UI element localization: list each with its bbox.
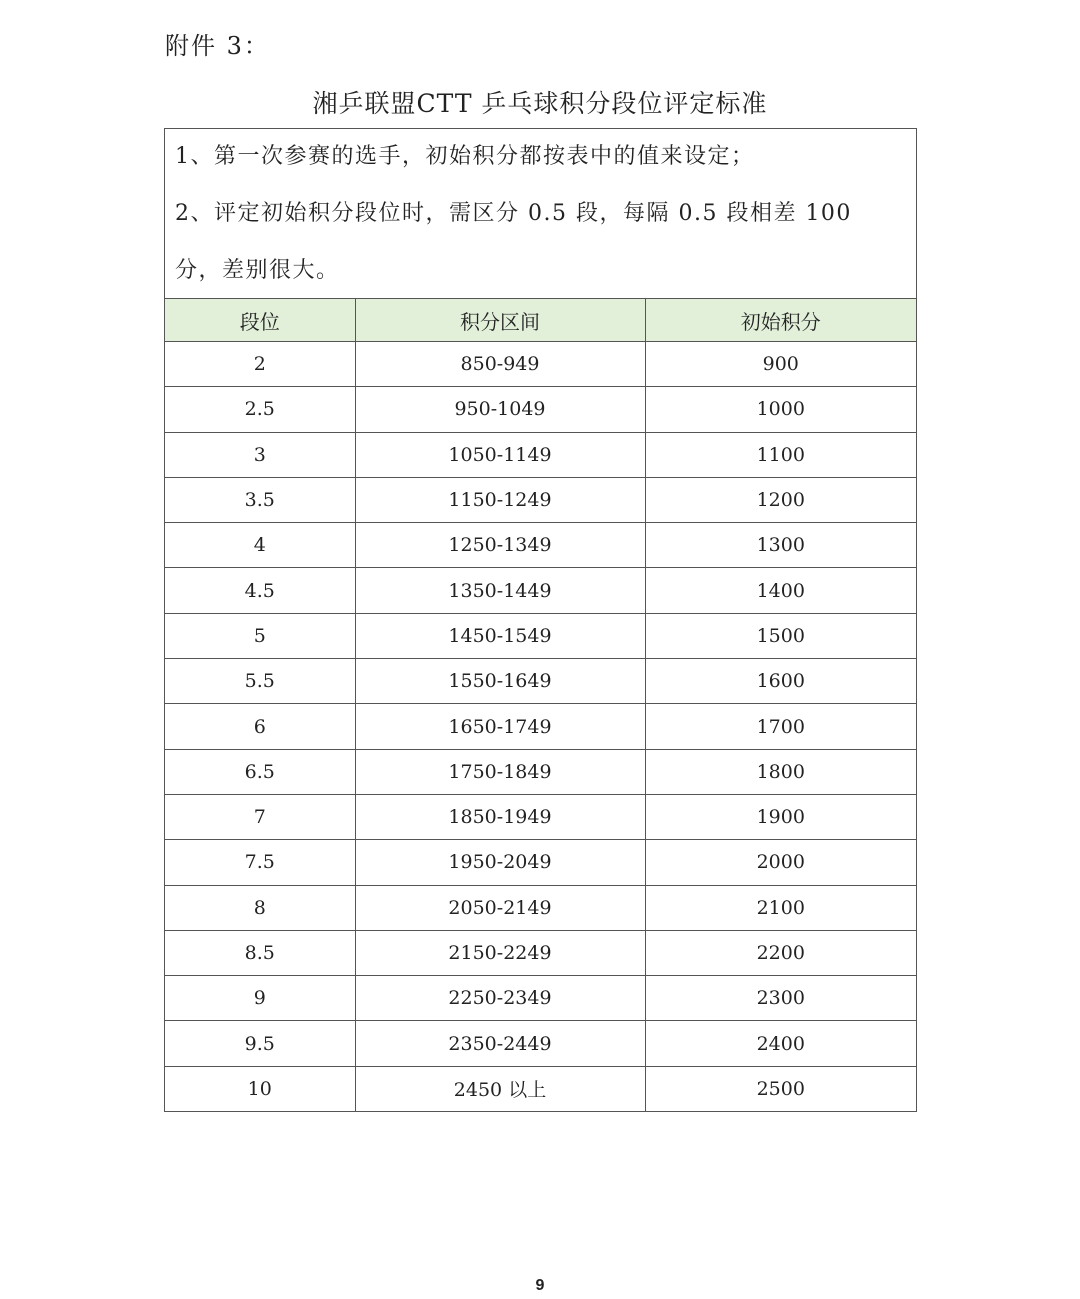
cell-rank: 4: [165, 523, 355, 568]
table-body: [165, 342, 916, 1112]
table-row: [165, 704, 916, 749]
cell-rank: 5.5: [165, 659, 355, 704]
cell-initial-score: 1900: [645, 794, 916, 839]
cell-score-range: 1750-1849: [355, 749, 645, 794]
table-row: [165, 568, 916, 613]
cell-rank: 2: [165, 342, 355, 387]
cell-initial-score: 2000: [645, 840, 916, 885]
cell-rank: 6: [165, 704, 355, 749]
cell-initial-score: 1700: [645, 704, 916, 749]
cell-score-range: 2350-2449: [355, 1021, 645, 1066]
document-title: 湘乒联盟CTT 乒乓球积分段位评定标准: [312, 89, 768, 118]
table-row: [165, 659, 916, 704]
cell-score-range: 2250-2349: [355, 976, 645, 1021]
cell-initial-score: 1300: [645, 523, 916, 568]
cell-rank: 7: [165, 794, 355, 839]
cell-initial-score: 1000: [645, 387, 916, 432]
cell-initial-score: 1800: [645, 749, 916, 794]
table-row: [165, 387, 916, 432]
cell-rank: 9: [165, 976, 355, 1021]
cell-score-range: 1250-1349: [355, 523, 645, 568]
cell-rank: 3.5: [165, 477, 355, 522]
table-row: [165, 613, 916, 658]
table-row: [165, 342, 916, 387]
table-row: [165, 477, 916, 522]
table-row: [165, 930, 916, 975]
cell-score-range: 2050-2149: [355, 885, 645, 930]
cell-initial-score: 900: [645, 342, 916, 387]
notes-box: [165, 129, 916, 299]
cell-score-range: 2450 以上: [355, 1066, 645, 1111]
note-line: 1、第一次参赛的选手，初始积分都按表中的值来设定；: [175, 144, 755, 169]
table-row: [165, 885, 916, 930]
cell-score-range: 1050-1149: [355, 432, 645, 477]
cell-score-range: 2150-2249: [355, 930, 645, 975]
cell-score-range: 950-1049: [355, 387, 645, 432]
cell-initial-score: 2400: [645, 1021, 916, 1066]
cell-rank: 7.5: [165, 840, 355, 885]
cell-initial-score: 2500: [756, 1077, 805, 1100]
cell-initial-score: 1400: [645, 568, 916, 613]
cell-score-range: 1650-1749: [355, 704, 645, 749]
cell-score-range: 1850-1949: [355, 794, 645, 839]
table-row: [165, 1066, 916, 1111]
cell-rank: 5: [165, 613, 355, 658]
cell-score-range: 1350-1449: [355, 568, 645, 613]
note-line: 2、评定初始积分段位时，需区分 0.5 段，每隔 0.5 段相差 100: [175, 201, 852, 226]
table-row: [165, 794, 916, 839]
cell-rank: 8.5: [165, 930, 355, 975]
cell-initial-score: 1200: [645, 477, 916, 522]
cell-rank: 3: [165, 432, 355, 477]
cell-initial-score: 1600: [645, 659, 916, 704]
header-score-range: 积分区间: [355, 299, 645, 342]
cell-score-range: 1550-1649: [355, 659, 645, 704]
cell-rank: 4.5: [165, 568, 355, 613]
cell-rank: 8: [165, 885, 355, 930]
cell-initial-score: 2100: [645, 885, 916, 930]
cell-initial-score: 1500: [645, 613, 916, 658]
cell-score-range: 1150-1249: [355, 477, 645, 522]
page-number: 9: [535, 1277, 545, 1294]
cell-rank: 9.5: [165, 1021, 355, 1066]
table-row: [165, 432, 916, 477]
cell-initial-score: 1100: [645, 432, 916, 477]
header-initial-score: 初始积分: [645, 299, 916, 342]
cell-score-range: 1950-2049: [355, 840, 645, 885]
rating-standard-sheet: [164, 128, 917, 1112]
table-row: [165, 1021, 916, 1066]
attachment-label: 附件 3：: [165, 32, 270, 60]
table-row: [165, 840, 916, 885]
cell-rank: 2.5: [165, 387, 355, 432]
table-header-row: [165, 299, 916, 342]
note-line: 分，差别很大。: [175, 258, 340, 283]
cell-score-range: 1450-1549: [355, 613, 645, 658]
cell-score-range: 850-949: [355, 342, 645, 387]
cell-rank: 10: [165, 1066, 355, 1111]
rating-table: [165, 299, 916, 1111]
table-row: [165, 749, 916, 794]
table-row: [165, 523, 916, 568]
cell-rank: 6.5: [165, 749, 355, 794]
table-row: [165, 976, 916, 1021]
cell-initial-score: 2200: [645, 930, 916, 975]
header-rank: 段位: [165, 299, 355, 342]
cell-initial-score: 2300: [645, 976, 916, 1021]
